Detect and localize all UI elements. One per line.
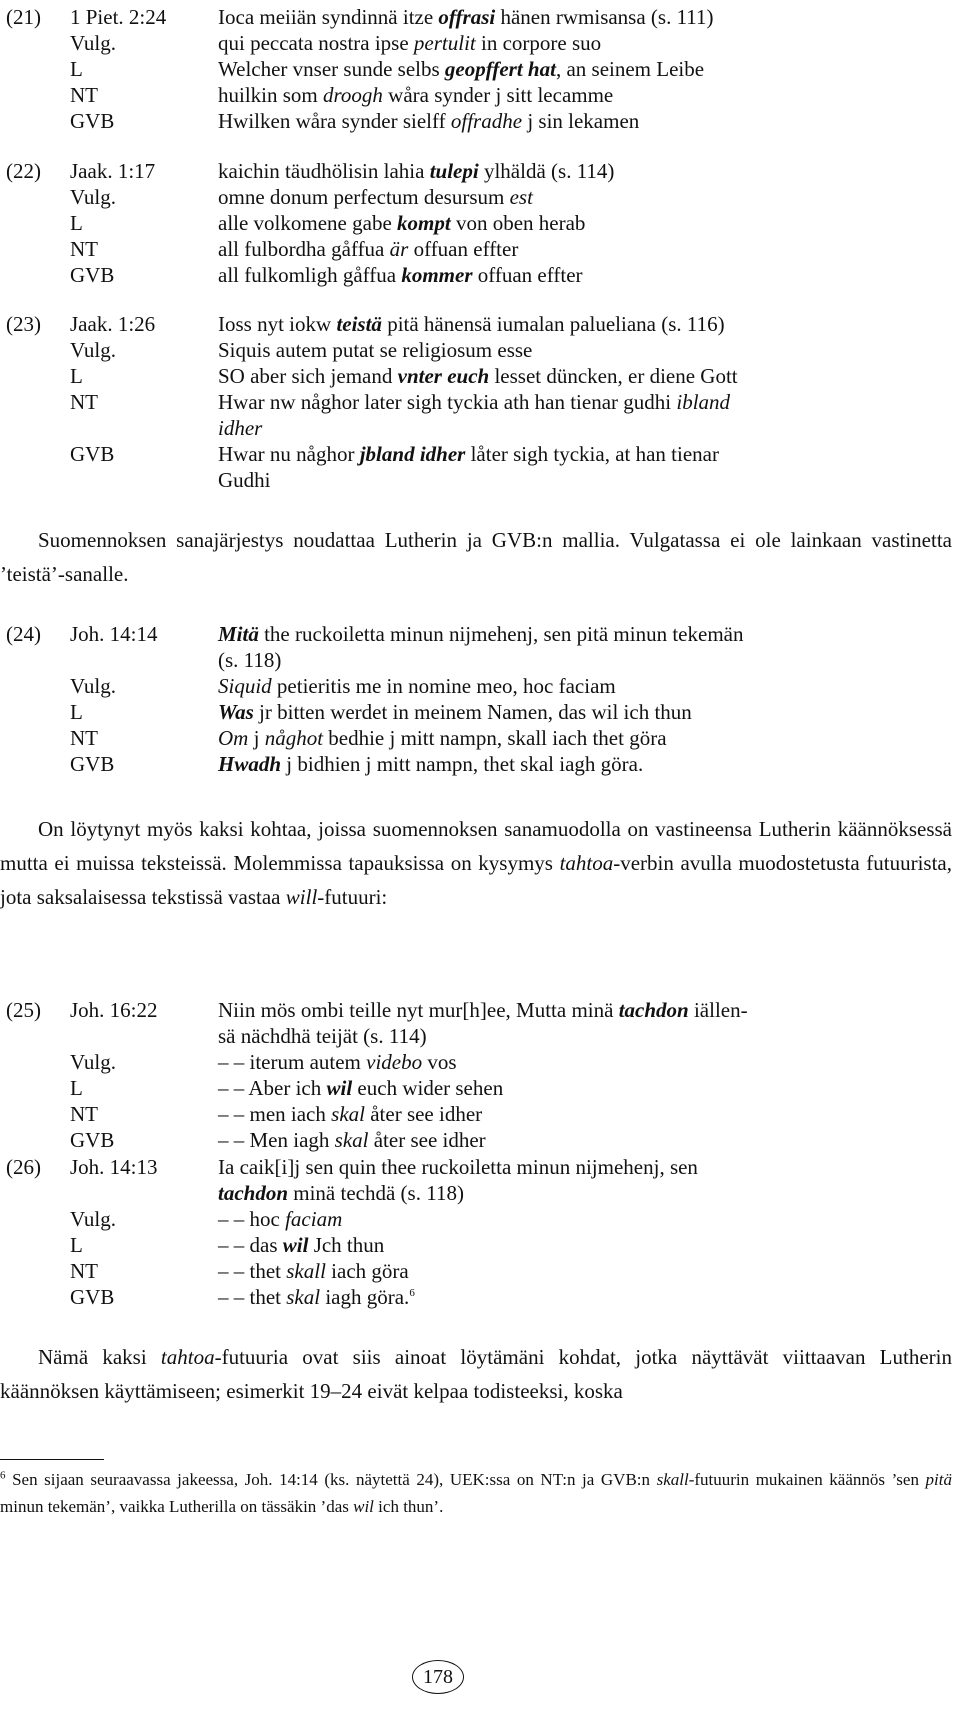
example-text: Welcher vnser sunde selbs geopffert hat, an seinem Leibe (218, 57, 705, 81)
example-row (0, 1075, 960, 1101)
example-21 (0, 4, 960, 134)
example-row (0, 1284, 960, 1310)
version-label: L (70, 364, 83, 388)
example-row (0, 389, 960, 415)
example-text: qui peccata nostra ipse pertulit in corpore suo (218, 31, 602, 55)
example-row (0, 311, 960, 337)
example-row (0, 725, 960, 751)
example-text-continuation: (s. 118) (218, 648, 282, 672)
example-text: kaichin täudhölisin lahia tulepi ylhäldä (s. 114) (218, 159, 615, 183)
example-text: – – Men iagh skal åter see idher (218, 1128, 486, 1152)
example-text: Was jr bitten werdet in meinem Namen, das wil ich thun (218, 700, 692, 724)
version-label: L (70, 700, 83, 724)
example-text: – – men iach skal åter see idher (218, 1102, 483, 1126)
example-text: – – thet skall iach göra (218, 1259, 409, 1283)
example-text: Mitä the ruckoiletta minun nijmehenj, sen pitä minun tekemän (218, 622, 744, 646)
example-text: Hwar nu någhor jbland idher låter sigh tyckia, at han tienar (218, 442, 719, 466)
example-text: – – iterum autem videbo vos (218, 1050, 457, 1074)
example-reference: Jaak. 1:26 (70, 312, 156, 336)
version-label: GVB (70, 1285, 115, 1309)
version-label: NT (70, 1259, 98, 1283)
example-row (0, 158, 960, 184)
version-label: NT (70, 83, 98, 107)
version-label: Vulg. (70, 1050, 116, 1074)
example-row (0, 441, 960, 467)
example-row (0, 236, 960, 262)
example-text-continuation: tachdon minä techdä (s. 118) (218, 1181, 464, 1205)
example-text-continuation: idher (218, 416, 263, 440)
version-label: Vulg. (70, 31, 116, 55)
example-23 (0, 311, 960, 493)
example-number: (21) (6, 5, 41, 29)
body-paragraph: Suomennoksen sanajärjestys noudattaa Lutherin ja GVB:n mallia. Vulgatassa ei ole lainkaan vastinetta ’teistä’-sanalle. (0, 528, 952, 586)
example-number: (23) (6, 312, 41, 336)
example-row (0, 699, 960, 725)
version-label: Vulg. (70, 674, 116, 698)
example-text: Hwar nw någhor later sigh tyckia ath han tienar gudhi ibland (218, 390, 731, 414)
example-text: – – thet skal iagh göra.$^6$ (218, 1285, 415, 1309)
example-reference: Joh. 14:13 (70, 1155, 158, 1179)
example-number: (25) (6, 998, 41, 1022)
example-row (0, 1258, 960, 1284)
example-row (0, 337, 960, 363)
example-26 (0, 1154, 960, 1310)
example-reference: 1 Piet. 2:24 (70, 5, 167, 29)
example-row (0, 1127, 960, 1153)
example-text: omne donum perfectum desursum est (218, 185, 533, 209)
example-24 (0, 621, 960, 777)
example-row (0, 751, 960, 777)
example-25 (0, 997, 960, 1153)
example-row (0, 56, 960, 82)
example-row (0, 415, 960, 441)
example-text: Ioss nyt iokw teistä pitä hänensä iumalan palueliana (s. 116) (218, 312, 725, 336)
version-label: L (70, 1076, 83, 1100)
version-label: L (70, 1233, 83, 1257)
version-label: L (70, 57, 83, 81)
version-label: GVB (70, 442, 115, 466)
page-number: 178 (412, 1660, 464, 1694)
example-text: Om j någhot bedhie j mitt nampn, skall iach thet göra (218, 726, 667, 750)
example-text: – – das wil Jch thun (218, 1233, 385, 1257)
example-text: Niin mös ombi teille nyt mur[h]ee, Mutta minä tachdon iällen- (218, 998, 748, 1022)
example-text-continuation: Gudhi (218, 468, 271, 492)
example-row (0, 1180, 960, 1206)
example-row (0, 1206, 960, 1232)
example-text: all fulbordha gåffua är offuan effter (218, 237, 519, 261)
example-number: (26) (6, 1155, 41, 1179)
example-row (0, 621, 960, 647)
version-label: Vulg. (70, 1207, 116, 1231)
example-row (0, 1023, 960, 1049)
example-row (0, 82, 960, 108)
version-label: NT (70, 237, 98, 261)
version-label: GVB (70, 109, 115, 133)
version-label: GVB (70, 1128, 115, 1152)
example-row (0, 30, 960, 56)
example-text: – – hoc faciam (218, 1207, 343, 1231)
version-label: Vulg. (70, 185, 116, 209)
example-text: Siquis autem putat se religiosum esse (218, 338, 533, 362)
footnote: $^6$ Sen sijaan seuraavassa jakeessa, Joh. 14:14 (ks. näytettä 24), UEK:ssa on NT:n ja GVB:n skall-futuurin mukainen käännös ’sen pitä minun tekemän’, vaikka Lutherilla on tässäkin ’das wil ich thun’. (0, 1469, 952, 1516)
example-row (0, 108, 960, 134)
example-text-continuation: sä nächdhä teijät (s. 114) (218, 1024, 427, 1048)
example-row (0, 647, 960, 673)
example-text: alle volkomene gabe kompt von oben herab (218, 211, 586, 235)
footnote-number: 6 (0, 1469, 6, 1482)
example-row (0, 1049, 960, 1075)
example-reference: Joh. 14:14 (70, 622, 158, 646)
example-row (0, 262, 960, 288)
example-text: Hwilken wåra synder sielff offradhe j sin lekamen (218, 109, 640, 133)
body-paragraph: On löytynyt myös kaksi kohtaa, joissa suomennoksen sanamuodolla on vastineensa Lutherin käännöksessä mutta ei muissa teksteissä. Molemmissa tapauksissa on kysymys tahtoa-verbin avulla muodostetusta futuurista, jota saksalaisessa tekstissä vastaa will-futuuri: (0, 817, 952, 909)
example-text: Siquid petieritis me in nomine meo, hoc faciam (218, 674, 616, 698)
example-row (0, 363, 960, 389)
example-number: (22) (6, 159, 41, 183)
example-row (0, 1232, 960, 1258)
example-reference: Joh. 16:22 (70, 998, 158, 1022)
example-text: Hwadh j bidhien j mitt nampn, thet skal iagh göra. (218, 752, 644, 776)
example-22 (0, 158, 960, 288)
example-number: (24) (6, 622, 41, 646)
example-row (0, 997, 960, 1023)
example-text: all fulkomligh gåffua kommer offuan effter (218, 263, 583, 287)
example-reference: Jaak. 1:17 (70, 159, 156, 183)
version-label: NT (70, 726, 98, 750)
version-label: GVB (70, 263, 115, 287)
example-row (0, 184, 960, 210)
version-label: L (70, 211, 83, 235)
example-text: Ioca meiiän syndinnä itze offrasi hänen rwmisansa (s. 111) (218, 5, 714, 29)
version-label: GVB (70, 752, 115, 776)
example-row (0, 210, 960, 236)
version-label: Vulg. (70, 338, 116, 362)
footnote-divider (0, 1459, 104, 1460)
example-text: SO aber sich jemand vnter euch lesset düncken, er diene Gott (218, 364, 738, 388)
example-row (0, 4, 960, 30)
example-row (0, 1101, 960, 1127)
footnote-marker[interactable]: 6 (409, 1287, 415, 1299)
example-text: – – Aber ich wil euch wider sehen (218, 1076, 504, 1100)
example-text: huilkin som droogh wåra synder j sitt lecamme (218, 83, 614, 107)
body-paragraph: Nämä kaksi tahtoa-futuuria ovat siis ainoat löytämäni kohdat, jotka näyttävät viittaavan Lutherin käännöksen käyttämiseen; esimerkit 19–24 eivät kelpaa todisteeksi, koska (0, 1345, 952, 1403)
version-label: NT (70, 1102, 98, 1126)
example-row (0, 467, 960, 493)
version-label: NT (70, 390, 98, 414)
example-row (0, 1154, 960, 1180)
example-text: Ia caik[i]j sen quin thee ruckoiletta minun nijmehenj, sen (218, 1155, 698, 1179)
example-row (0, 673, 960, 699)
